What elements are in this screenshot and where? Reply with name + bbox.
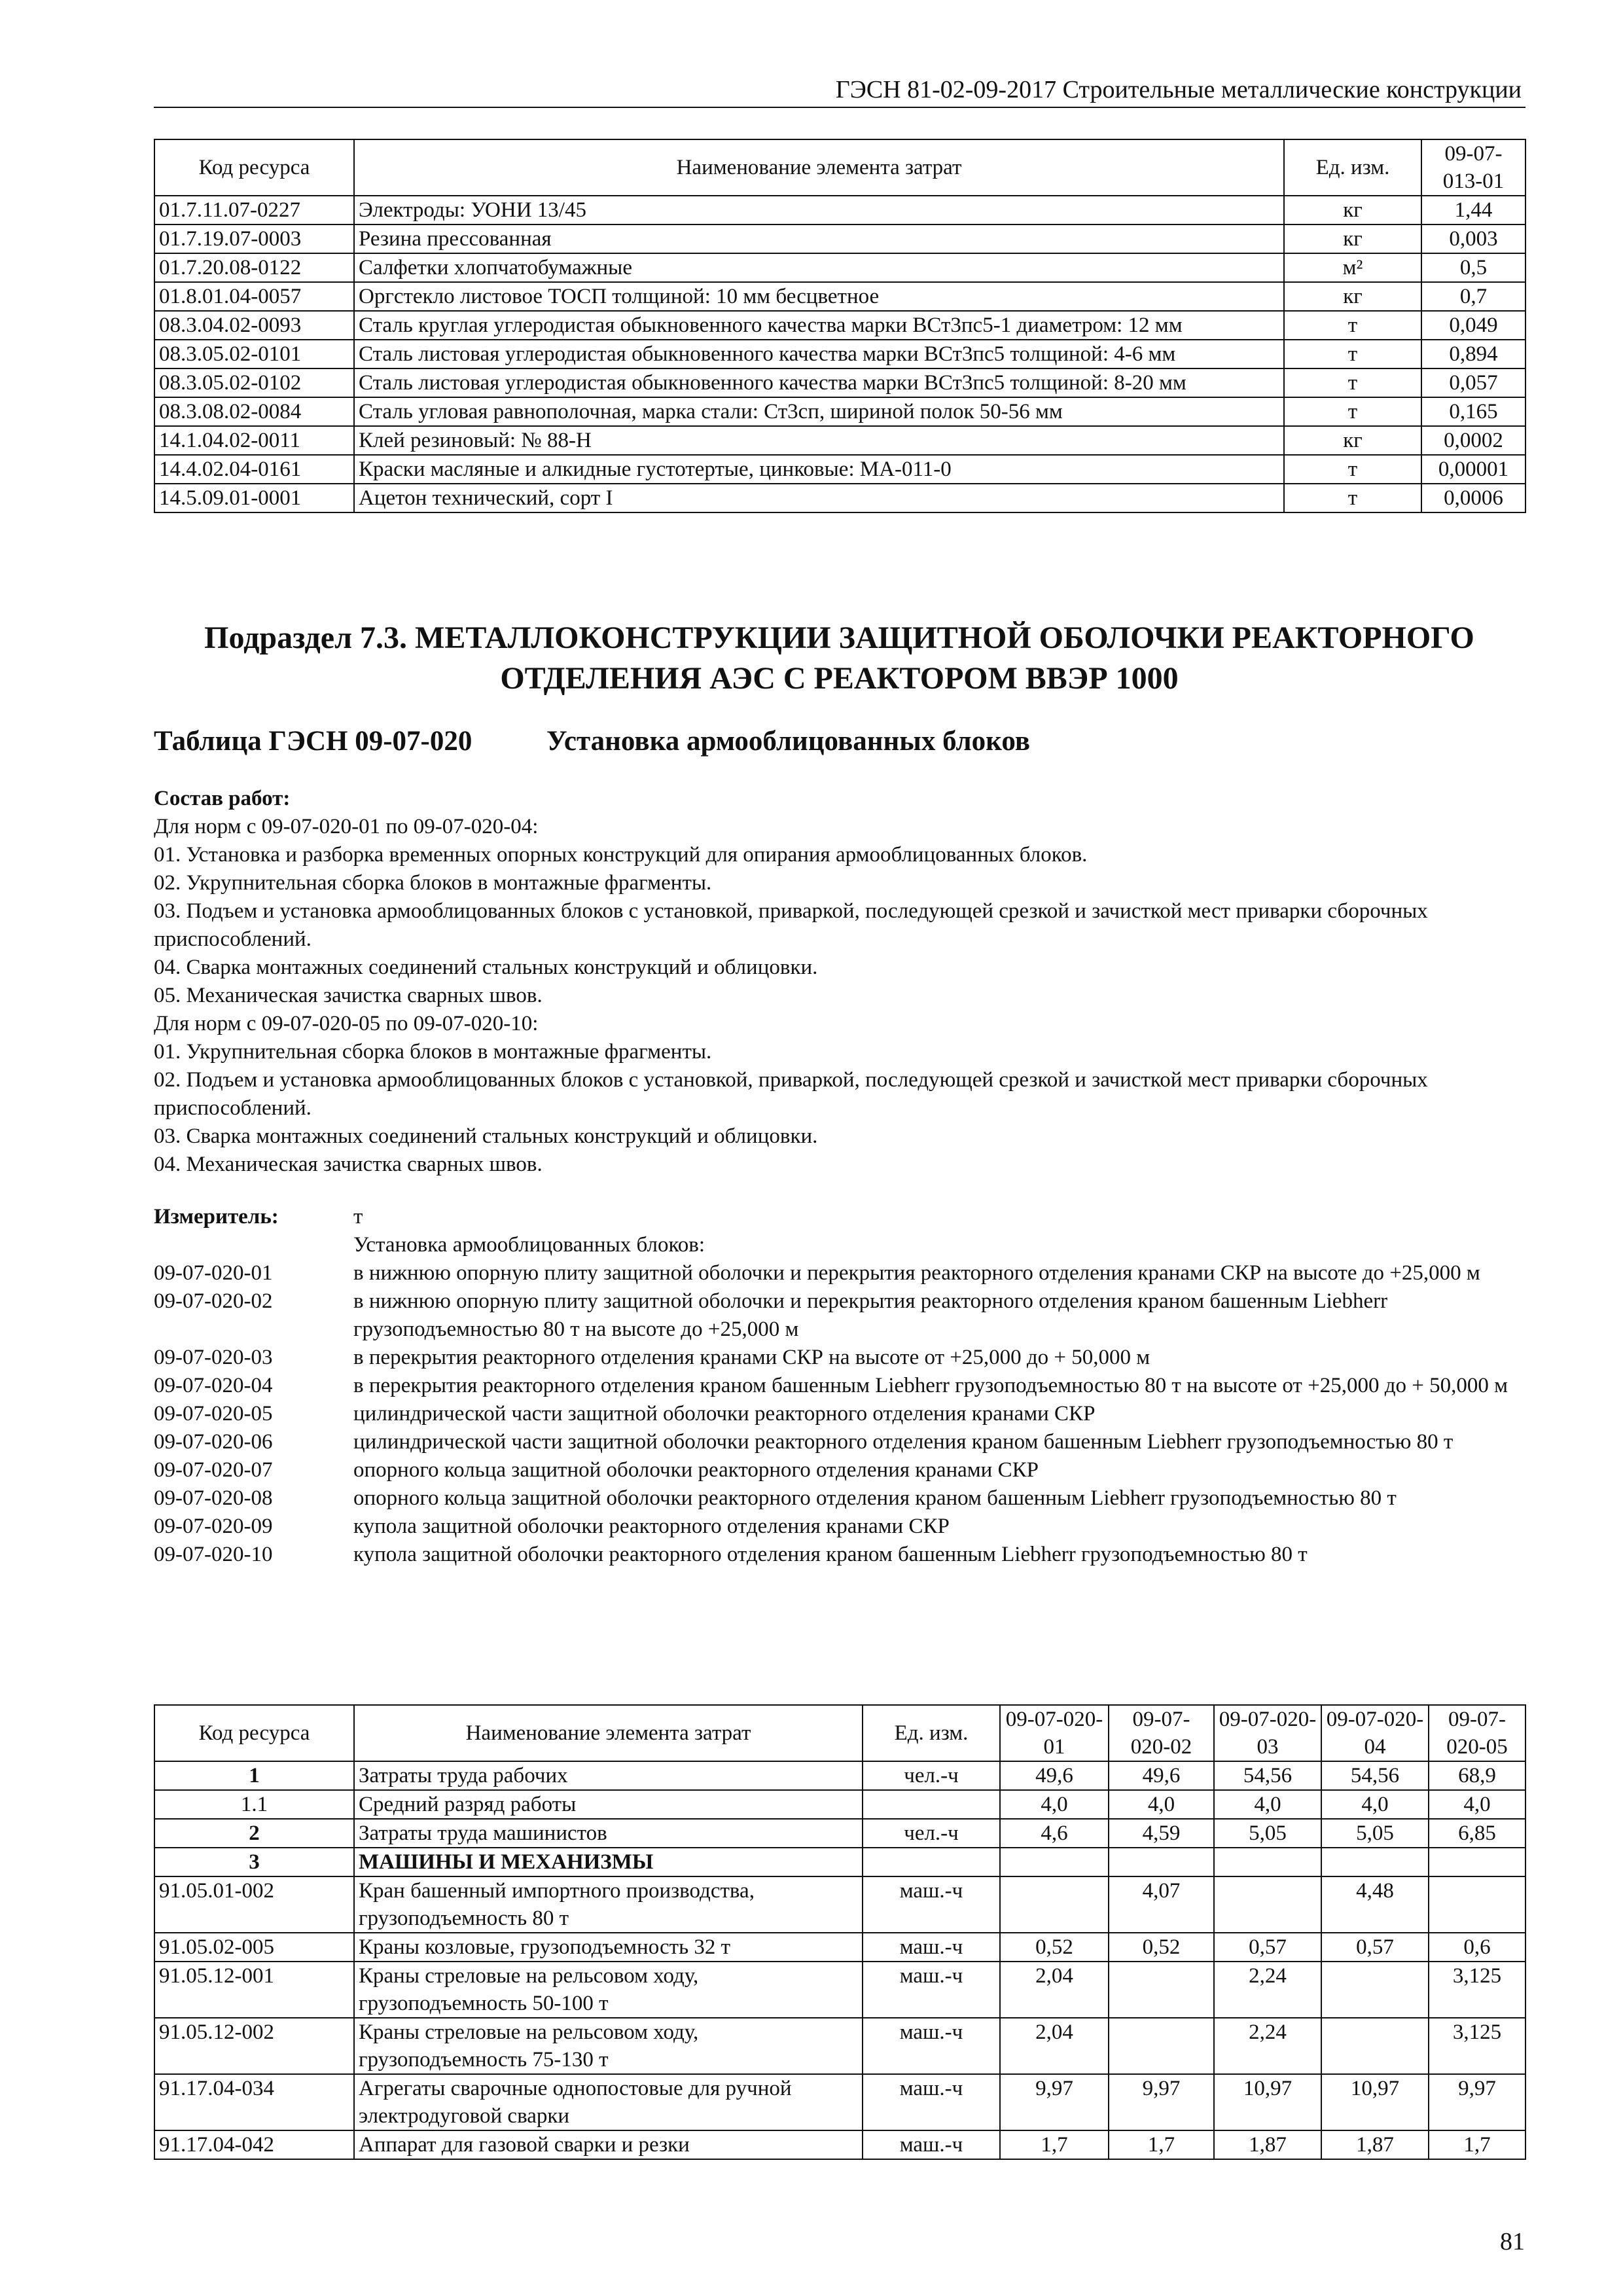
resource-unit: маш.-ч [863, 1933, 1000, 1962]
norm-code: 09-07-020-03 [154, 1346, 273, 1369]
norm-value: 3,125 [1429, 2018, 1525, 2074]
header-code: Код ресурса [154, 1705, 354, 1761]
table-row [154, 2130, 1525, 2159]
resource-code: 91.05.12-002 [154, 2018, 354, 2074]
work-composition [154, 785, 1525, 1179]
resource-name: Сталь угловая равнополочная, марка стали: Ст3сп, шириной полок 50-56 мм [354, 397, 1284, 426]
table2-header-row [154, 1705, 1525, 1761]
meter-item [154, 1400, 1525, 1428]
table1-body [154, 196, 1525, 512]
table-row [154, 196, 1525, 224]
norm-code: 09-07-020-07 [154, 1458, 273, 1482]
resource-code: 14.5.09.01-0001 [154, 484, 354, 512]
resource-code: 01.7.11.07-0227 [154, 196, 354, 224]
table-row [154, 1848, 1525, 1876]
norm-value: 0,57 [1321, 1933, 1429, 1962]
norm-value: 4,07 [1109, 1876, 1214, 1933]
header-unit: Ед. изм. [863, 1705, 1000, 1761]
norm-value: 1,87 [1321, 2130, 1429, 2159]
meter-unit: т [353, 1205, 363, 1229]
table-row [154, 455, 1525, 484]
work-composition-line: 05. Механическая зачистка сварных швов. [154, 984, 543, 1007]
norm-value [1214, 1848, 1321, 1876]
norm-value: 1,7 [1109, 2130, 1214, 2159]
resource-unit: м² [1284, 253, 1421, 282]
norm-value [1429, 1848, 1525, 1876]
meter-item [154, 1456, 1525, 1484]
norm-value: 2,24 [1214, 1962, 1321, 2018]
norm-value: 6,85 [1429, 1819, 1525, 1848]
norm-value: 54,56 [1214, 1761, 1321, 1790]
norm-value: 3,125 [1429, 1962, 1525, 2018]
norm-value [1109, 2018, 1214, 2074]
norm-value: 49,6 [1000, 1761, 1109, 1790]
resource-name: МАШИНЫ И МЕХАНИЗМЫ [354, 1848, 863, 1876]
meter-item [154, 1287, 1525, 1344]
norm-value: 9,97 [1000, 2074, 1109, 2130]
resource-name: Средний разряд работы [354, 1790, 863, 1819]
norm-value: 0,57 [1214, 1933, 1321, 1962]
resource-value: 0,5 [1421, 253, 1525, 282]
resource-code: 3 [154, 1848, 354, 1876]
table-row [154, 1876, 1525, 1933]
table-row [154, 368, 1525, 397]
norm-value: 2,04 [1000, 1962, 1109, 2018]
resource-code: 01.8.01.04-0057 [154, 282, 354, 311]
resource-code: 01.7.19.07-0003 [154, 224, 354, 253]
resource-value: 0,165 [1421, 397, 1525, 426]
norm-value [1000, 1876, 1109, 1933]
meter-intro-row [154, 1231, 1525, 1259]
norm-value: 4,0 [1429, 1790, 1525, 1819]
resource-unit: чел.-ч [863, 1761, 1000, 1790]
resource-name: Агрегаты сварочные однопостовые для ручной электродуговой сварки [354, 2074, 863, 2130]
header-rule [154, 107, 1525, 108]
work-composition-line: 02. Укрупнительная сборка блоков в монтажные фрагменты. [154, 871, 712, 895]
norm-value: 0,52 [1000, 1933, 1109, 1962]
resource-name: Салфетки хлопчатобумажные [354, 253, 1284, 282]
work-composition-line: 01. Укрупнительная сборка блоков в монтажные фрагменты. [154, 1040, 712, 1064]
table-row [154, 2074, 1525, 2130]
subsection-title: Подраздел 7.3. МЕТАЛЛОКОНСТРУКЦИИ ЗАЩИТНОЙ ОБОЛОЧКИ РЕАКТОРНОГО ОТДЕЛЕНИЯ АЭС С РЕАКТОРОМ ВВЭР 1000 [204, 620, 1474, 696]
norm-value [1321, 1962, 1429, 2018]
resource-name: Резина прессованная [354, 224, 1284, 253]
resource-unit: маш.-ч [863, 2130, 1000, 2159]
meter-item [154, 1484, 1525, 1513]
resource-name: Затраты труда машинистов [354, 1819, 863, 1848]
norm-description: в перекрытия реакторного отделения краном башенным Liebherr грузоподъемностью 80 т на высоте от +25,000 до + 50,000 м [353, 1374, 1508, 1397]
meter-item [154, 1259, 1525, 1287]
resource-name: Краны стреловые на рельсовом ходу, грузоподъемность 75-130 т [354, 2018, 863, 2074]
header-norm: 09-07-013-01 [1421, 139, 1525, 196]
work-composition-line: 04. Механическая зачистка сварных швов. [154, 1153, 543, 1176]
work-composition-heading: Состав работ: [154, 787, 291, 810]
norm-value: 10,97 [1214, 2074, 1321, 2130]
resource-unit: маш.-ч [863, 1962, 1000, 2018]
norm-value: 9,97 [1109, 2074, 1214, 2130]
norm-value: 4,59 [1109, 1819, 1214, 1848]
resource-value: 0,00001 [1421, 455, 1525, 484]
resource-code: 91.05.01-002 [154, 1876, 354, 1933]
resource-table-09-07-013 [154, 139, 1526, 513]
meter-item [154, 1513, 1525, 1541]
resource-code: 08.3.04.02-0093 [154, 311, 354, 340]
norm-value: 4,0 [1109, 1790, 1214, 1819]
norm-description: купола защитной оболочки реакторного отделения кранами СКР [353, 1515, 950, 1538]
resource-name: Затраты труда рабочих [354, 1761, 863, 1790]
resource-value: 0,003 [1421, 224, 1525, 253]
norm-description: цилиндрической части защитной оболочки реакторного отделения кранами СКР [353, 1402, 1096, 1426]
norm-value: 4,0 [1000, 1790, 1109, 1819]
table-row [154, 311, 1525, 340]
norm-value: 10,97 [1321, 2074, 1429, 2130]
norm-description: в нижнюю опорную плиту защитной оболочки и перекрытия реакторного отделения кранами СКР на высоте до +25,000 м [353, 1261, 1480, 1285]
meter-label: Измеритель: [154, 1205, 279, 1229]
resource-code: 91.05.12-001 [154, 1962, 354, 2018]
resource-name: Клей резиновый: № 88-Н [354, 426, 1284, 455]
resource-code: 2 [154, 1819, 354, 1848]
norm-code: 09-07-020-05 [154, 1402, 273, 1426]
resource-value: 0,049 [1421, 311, 1525, 340]
header-norm-1: 09-07-020-01 [1000, 1705, 1109, 1761]
resource-unit: маш.-ч [863, 2018, 1000, 2074]
resource-name: Краны стреловые на рельсовом ходу, грузоподъемность 50-100 т [354, 1962, 863, 2018]
norm-value: 68,9 [1429, 1761, 1525, 1790]
work-composition-line: Для норм с 09-07-020-01 по 09-07-020-04: [154, 815, 539, 838]
header-norm-5: 09-07-020-05 [1429, 1705, 1525, 1761]
norm-code: 09-07-020-01 [154, 1261, 273, 1285]
header-norm-3: 09-07-020-03 [1214, 1705, 1321, 1761]
resource-name: Оргстекло листовое ТОСП толщиной: 10 мм бесцветное [354, 282, 1284, 311]
work-composition-line: 03. Сварка монтажных соединений стальных конструкций и облицовки. [154, 1124, 818, 1148]
norm-code: 09-07-020-09 [154, 1515, 273, 1538]
table-row [154, 340, 1525, 368]
resource-name: Сталь листовая углеродистая обыкновенного качества марки ВСт3пс5 толщиной: 4-6 мм [354, 340, 1284, 368]
norm-value: 1,7 [1429, 2130, 1525, 2159]
work-composition-line: 02. Подъем и установка армооблицованных блоков с установкой, приваркой, последующей срезкой и зачисткой мест приварки сборочных приспособлений. [154, 1068, 1428, 1120]
resource-unit: т [1284, 368, 1421, 397]
resource-table-09-07-020 [154, 1704, 1526, 2160]
resource-unit: т [1284, 340, 1421, 368]
table-row [154, 1962, 1525, 2018]
header-norm-4: 09-07-020-04 [1321, 1705, 1429, 1761]
header-code: Код ресурса [154, 139, 354, 196]
norm-value [1321, 2018, 1429, 2074]
norm-value: 1,7 [1000, 2130, 1109, 2159]
meter-row [154, 1203, 1525, 1231]
norm-value: 1,87 [1214, 2130, 1321, 2159]
resource-name: Краны козловые, грузоподъемность 32 т [354, 1933, 863, 1962]
norm-code: 09-07-020-04 [154, 1374, 273, 1397]
resource-unit: кг [1284, 282, 1421, 311]
norm-value [1109, 1962, 1214, 2018]
norm-value: 0,6 [1429, 1933, 1525, 1962]
resource-value: 0,7 [1421, 282, 1525, 311]
resource-code: 08.3.08.02-0084 [154, 397, 354, 426]
norm-description: в нижнюю опорную плиту защитной оболочки и перекрытия реакторного отделения краном башенным Liebherr грузоподъемностью 80 т на высоте до +25,000 м [353, 1289, 1388, 1341]
resource-value: 0,0006 [1421, 484, 1525, 512]
norm-value: 5,05 [1214, 1819, 1321, 1848]
resource-value: 1,44 [1421, 196, 1525, 224]
resource-name: Сталь листовая углеродистая обыкновенного качества марки ВСт3пс5 толщиной: 8-20 мм [354, 368, 1284, 397]
resource-code: 14.4.02.04-0161 [154, 455, 354, 484]
table2-body [154, 1761, 1525, 2159]
table-row [154, 397, 1525, 426]
resource-unit: маш.-ч [863, 1876, 1000, 1933]
norm-value [1109, 1848, 1214, 1876]
norm-value: 2,24 [1214, 2018, 1321, 2074]
resource-name: Краски масляные и алкидные густотертые, цинковые: МА-011-0 [354, 455, 1284, 484]
norm-value: 4,0 [1321, 1790, 1429, 1819]
header-unit: Ед. изм. [1284, 139, 1421, 196]
table-row [154, 282, 1525, 311]
resource-code: 91.17.04-042 [154, 2130, 354, 2159]
resource-unit [863, 1848, 1000, 1876]
meter-block [154, 1203, 1525, 1569]
resource-unit: кг [1284, 224, 1421, 253]
norm-value: 54,56 [1321, 1761, 1429, 1790]
resource-code: 91.05.02-005 [154, 1933, 354, 1962]
work-composition-line: Для норм с 09-07-020-05 по 09-07-020-10: [154, 1012, 539, 1035]
norm-description: цилиндрической части защитной оболочки реакторного отделения краном башенным Liebherr грузоподъемностью 80 т [353, 1430, 1454, 1454]
resource-unit: кг [1284, 426, 1421, 455]
table-title-name: Установка армооблицованных блоков [546, 726, 1030, 757]
resource-unit [863, 1790, 1000, 1819]
norm-value [1429, 1876, 1525, 1933]
norm-value: 4,6 [1000, 1819, 1109, 1848]
resource-code: 91.17.04-034 [154, 2074, 354, 2130]
norm-value [1321, 1848, 1429, 1876]
table-row [154, 484, 1525, 512]
table-row [154, 1761, 1525, 1790]
norm-value [1214, 1876, 1321, 1933]
header-norm-2: 09-07-020-02 [1109, 1705, 1214, 1761]
meter-intro: Установка армооблицованных блоков: [353, 1233, 705, 1257]
norm-code: 09-07-020-10 [154, 1543, 273, 1566]
table-row [154, 253, 1525, 282]
meter-items [154, 1259, 1525, 1569]
meter-item [154, 1344, 1525, 1372]
norm-value: 49,6 [1109, 1761, 1214, 1790]
work-composition-line: 04. Сварка монтажных соединений стальных конструкций и облицовки. [154, 956, 818, 979]
resource-code: 08.3.05.02-0102 [154, 368, 354, 397]
table-row [154, 1790, 1525, 1819]
resource-unit: кг [1284, 196, 1421, 224]
running-header: ГЭСН 81-02-09-2017 Строительные металлические конструкции [835, 76, 1522, 103]
resource-value: 0,0002 [1421, 426, 1525, 455]
norm-description: купола защитной оболочки реакторного отделения краном башенным Liebherr грузоподъемностью 80 т [353, 1543, 1308, 1566]
resource-code: 01.7.20.08-0122 [154, 253, 354, 282]
norm-code: 09-07-020-02 [154, 1289, 273, 1313]
resource-name: Ацетон технический, сорт I [354, 484, 1284, 512]
work-composition-line: 03. Подъем и установка армооблицованных блоков с установкой, приваркой, последующей срезкой и зачисткой мест приварки сборочных приспособлений. [154, 899, 1428, 951]
norm-code: 09-07-020-06 [154, 1430, 273, 1454]
norm-value: 9,97 [1429, 2074, 1525, 2130]
resource-name: Аппарат для газовой сварки и резки [354, 2130, 863, 2159]
resource-unit: т [1284, 311, 1421, 340]
norm-value: 4,0 [1214, 1790, 1321, 1819]
meter-item [154, 1428, 1525, 1456]
resource-code: 08.3.05.02-0101 [154, 340, 354, 368]
resource-unit: т [1284, 397, 1421, 426]
resource-code: 14.1.04.02-0011 [154, 426, 354, 455]
table-title-label: Таблица ГЭСН 09-07-020 [154, 726, 473, 757]
norm-value: 0,52 [1109, 1933, 1214, 1962]
resource-unit: чел.-ч [863, 1819, 1000, 1848]
norm-description: в перекрытия реакторного отделения кранами СКР на высоте от +25,000 до + 50,000 м [353, 1346, 1150, 1369]
table-row [154, 2018, 1525, 2074]
table-row [154, 1933, 1525, 1962]
resource-value: 0,894 [1421, 340, 1525, 368]
norm-value [1000, 1848, 1109, 1876]
table-row [154, 426, 1525, 455]
resource-name: Сталь круглая углеродистая обыкновенного качества марки ВСт3пс5-1 диаметром: 12 мм [354, 311, 1284, 340]
resource-code: 1 [154, 1761, 354, 1790]
resource-name: Кран башенный импортного производства, грузоподъемность 80 т [354, 1876, 863, 1933]
table-row [154, 224, 1525, 253]
norm-value: 5,05 [1321, 1819, 1429, 1848]
resource-unit: т [1284, 455, 1421, 484]
resource-value: 0,057 [1421, 368, 1525, 397]
resource-name: Электроды: УОНИ 13/45 [354, 196, 1284, 224]
norm-description: опорного кольца защитной оболочки реакторного отделения краном башенным Liebherr грузоподъемностью 80 т [353, 1486, 1397, 1510]
meter-item [154, 1541, 1525, 1569]
table-title [154, 723, 1525, 761]
norm-value: 4,48 [1321, 1876, 1429, 1933]
resource-unit: т [1284, 484, 1421, 512]
table-row [154, 1819, 1525, 1848]
meter-item [154, 1372, 1525, 1400]
header-name: Наименование элемента затрат [354, 139, 1284, 196]
work-composition-line: 01. Установка и разборка временных опорных конструкций для опирания армооблицованных блоков. [154, 843, 1088, 867]
header-name: Наименование элемента затрат [354, 1705, 863, 1761]
page-number: 81 [1500, 2228, 1525, 2255]
norm-description: опорного кольца защитной оболочки реакторного отделения кранами СКР [353, 1458, 1039, 1482]
norm-code: 09-07-020-08 [154, 1486, 273, 1510]
norm-value: 2,04 [1000, 2018, 1109, 2074]
work-composition-lines [154, 813, 1525, 1179]
resource-code: 1.1 [154, 1790, 354, 1819]
resource-unit: маш.-ч [863, 2074, 1000, 2130]
